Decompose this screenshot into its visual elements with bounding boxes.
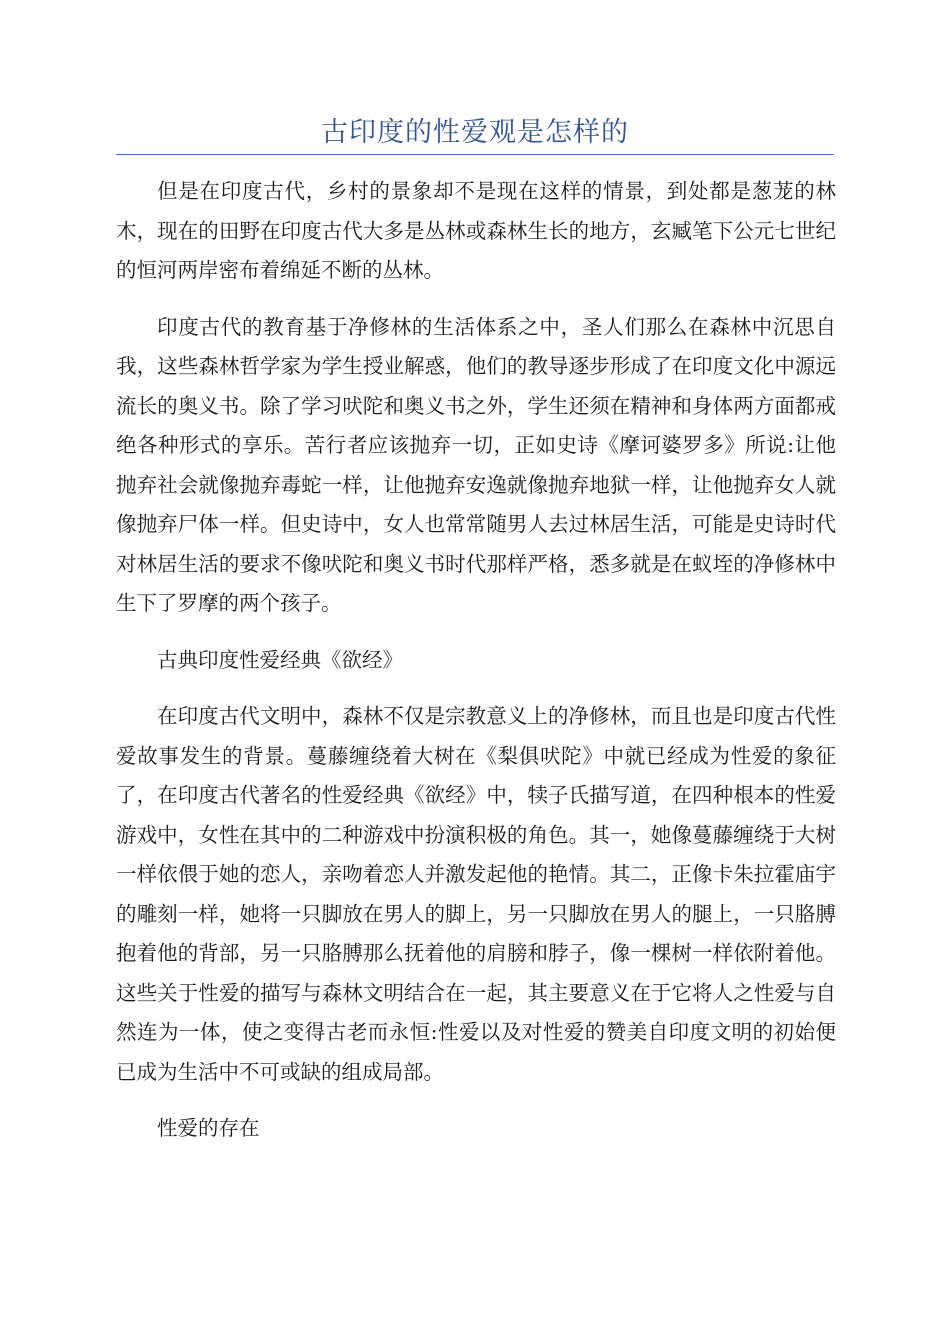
document-title: 古印度的性爱观是怎样的 bbox=[321, 117, 629, 148]
title-underline bbox=[116, 154, 834, 155]
section-heading: 性爱的存在 bbox=[157, 1116, 260, 1140]
paragraph: 印度古代的教育基于净修林的生活体系之中，圣人们那么在森林中沉思自我，这些森林哲学家为学生授业解惑，他们的教导逐步形成了在印度文化中源远流长的奥义书。除了学习吠陀和奥义书之外，学生还须在精神和身体两方面都戒绝各种形式的享乐。苦行者应该抛弃一切，正如史诗《摩诃婆罗多》所说:让他抛弃社会就像抛弃毒蛇一样，让他抛弃安逸就像抛弃地狱一样，让他抛弃女人就像抛弃尸体一样。但史诗中，女人也常常随男人去过林居生活，可能是史诗时代对林居生活的要求不像吠陀和奥义书时代那样严格，悉多就是在蚁垤的净修林中生下了罗摩的两个孩子。 bbox=[116, 314, 836, 615]
paragraph: 在印度古代文明中，森林不仅是宗教意义上的净修林，而且也是印度古代性爱故事发生的背景。蔓藤缠绕着大树在《梨俱吠陀》中就已经成为性爱的象征了，在印度古代著名的性爱经典《欲经》中，犊子氏描写道，在四种根本的性爱游戏中，女性在其中的二种游戏中扮演积极的角色。其一，她像蔓藤缠绕于大树一样依偎于她的恋人，亲吻着恋人并激发起他的艳情。其二，正像卡朱拉霍庙宇的雕刻一样，她将一只脚放在男人的脚上，另一只脚放在男人的腿上，一只胳膊抱着他的背部，另一只胳膊那么抚着他的肩膀和脖子，像一棵树一样依附着他。这些关于性爱的描写与森林文明结合在一起，其主要意义在于它将人之性爱与自然连为一体，使之变得古老而永恒:性爱以及对性爱的赞美自印度文明的初始便已成为生活中不可或缺的组成局部。 bbox=[116, 704, 836, 1084]
paragraph: 但是在印度古代，乡村的景象却不是现在这样的情景，到处都是葱茏的林木，现在的田野在印度古代大多是丛林或森林生长的地方，玄臧笔下公元七世纪的恒河两岸密布着绵延不断的丛林。 bbox=[116, 179, 836, 282]
section-heading: 古典印度性爱经典《欲经》 bbox=[157, 647, 403, 672]
document-body bbox=[116, 172, 836, 1166]
